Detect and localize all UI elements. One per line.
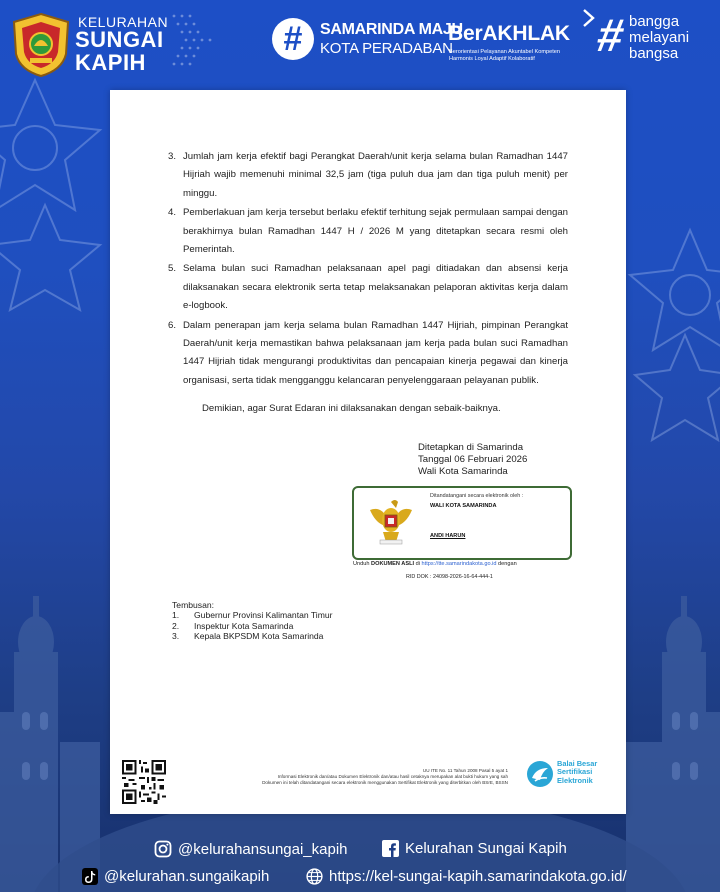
list-item-number: 5. xyxy=(168,263,177,275)
bangga-line-1: bangga xyxy=(629,13,680,30)
list-item-text: Selama bulan suci Ramadhan pelaksanaan apel pagi ditiadakan dan absensi kerja dilaksanakan secara elektronik serta tetap melaksanakan pelaporan aktivitas kerja dalam e-logbook. xyxy=(183,263,568,312)
bsre-line-1: Balai Besar xyxy=(557,759,598,768)
bangga-line-3: bangsa xyxy=(629,45,679,62)
list-item-text: Gubernur Provinsi Kalimantan Timur xyxy=(194,610,333,621)
ite-certificate-note: Dokumen ini telah ditandatangani secara elektronik menggunakan Sertifikat Elektronik yang diterbitkan oleh BSrE, BSSN xyxy=(262,780,508,785)
right-star-ornament-2 xyxy=(630,330,720,450)
tiktok-handle: @kelurahan.sungaikapih xyxy=(104,868,270,885)
verification-link[interactable]: https://tte.samarindakota.go.id xyxy=(421,561,497,567)
brand-name xyxy=(75,28,164,74)
list-item-text: Pemberlakuan jam kerja tersebut berlaku efektif terhitung sejak permulaan sampai dengan berakhirnya bulan Ramadhan 1447 H / 2026 M yang ditetapkan secara resmi oleh Pemerintah. xyxy=(183,207,568,256)
electronic-signature-box xyxy=(352,486,572,560)
signature-block xyxy=(418,442,527,478)
download-original-note xyxy=(353,561,517,567)
berakhlak-subtitle-1: Berorientasi Pelayanan Akuntabel Kompeten xyxy=(449,49,561,55)
list-item xyxy=(172,631,333,641)
list-item xyxy=(172,621,333,631)
globe-icon xyxy=(306,868,323,885)
facebook-icon xyxy=(382,840,399,857)
brand-line-2: KAPIH xyxy=(75,50,146,75)
brand-line-1: SUNGAI xyxy=(75,27,164,52)
esign-name: ANDI HARUN xyxy=(430,533,466,539)
list-item-text: Dalam penerapan jam kerja selama bulan Ramadhan 1447 Hijriah, pimpinan Perangkat Daerah/unit kerja memastikan bahwa pelaksanaan jam kerja pada bulan suci Ramadhan 1447 Hijriah tidak mengurangi produktivitas dan pencapaian kinerja pegawai dan kinerja organisasi, serta tidak mengganggu kelancaran penyelenggaraan pelayanan publik. xyxy=(183,319,568,386)
esign-role: WALI KOTA SAMARINDA xyxy=(430,503,497,509)
samarinda-hashtag-icon: # xyxy=(272,18,314,60)
berakhlak-logo-text: BerAKHLAK xyxy=(448,22,570,45)
unduh-bold: DOKUMEN ASLI xyxy=(371,561,415,567)
qr-code-icon xyxy=(122,760,166,804)
list-item-text: Inspektur Kota Samarinda xyxy=(194,620,294,631)
instagram-icon xyxy=(154,840,172,858)
social-footer xyxy=(0,818,720,892)
ite-legal-note: Informasi Elektronik dan/atau Dokumen Elektronik dan/atau hasil cetaknya merupakan alat bukti hukum yang sah xyxy=(277,774,508,779)
slogan-line-2: KOTA PERADABAN xyxy=(320,40,453,57)
list-item-text: Kepala BKPSDM Kota Samarinda xyxy=(194,631,324,642)
list-item xyxy=(168,260,568,315)
garuda-emblem-icon xyxy=(368,496,414,548)
list-item-number: 4. xyxy=(168,207,177,219)
provision-list xyxy=(168,148,568,391)
list-item xyxy=(168,148,568,203)
bsre-logo-icon xyxy=(526,760,554,788)
copy-recipients xyxy=(172,600,333,642)
facebook-page-name: Kelurahan Sungai Kapih xyxy=(405,840,567,857)
left-star-ornament-2 xyxy=(0,200,110,320)
bangga-hashtag-icon: # xyxy=(593,9,629,61)
facebook-link[interactable] xyxy=(382,840,567,857)
sign-role: Wali Kota Samarinda xyxy=(418,466,508,477)
tiktok-icon xyxy=(82,868,98,885)
slogan-line-1: SAMARINDA MAJU xyxy=(320,21,463,38)
esign-title: Ditandatangani secara elektronik oleh : xyxy=(430,493,524,499)
list-item-number: 2. xyxy=(172,620,180,631)
unduh-suffix: dengan xyxy=(498,561,517,567)
list-item-text: Jumlah jam kerja efektif bagi Perangkat Daerah/unit kerja selama bulan Ramadhan 1447 Hijriah wajib memenuhi minimal 32,5 jam (tiga puluh dua jam dan tiga puluh menit) per minggu. xyxy=(183,151,568,199)
instagram-handle: @kelurahansungai_kapih xyxy=(178,840,348,858)
ite-law-line: UU ITE No. 11 Tahun 2008 Pasal 5 ayat 1 xyxy=(422,768,508,773)
bsre-line-3: Elektronik xyxy=(557,775,593,785)
brand-kelurahan-label: KELURAHAN xyxy=(78,14,169,30)
dot-pattern-decoration xyxy=(168,10,216,80)
closing-statement: Demikian, agar Surat Edaran ini dilaksanakan dengan sebaik-baiknya. xyxy=(202,403,501,414)
instagram-link[interactable] xyxy=(154,840,348,858)
sign-date: Tanggal 06 Februari 2026 xyxy=(418,454,528,465)
list-item-number: 3. xyxy=(168,151,177,162)
unduh-di: di xyxy=(415,561,420,567)
list-item xyxy=(168,317,568,391)
list-item-number: 3. xyxy=(172,631,180,642)
berakhlak-subtitle-2: Harmonis Loyal Adaptif Kolaboratif xyxy=(449,56,535,62)
kelurahan-emblem-logo xyxy=(10,12,72,78)
bangga-line-2: melayani xyxy=(629,29,690,46)
list-item xyxy=(172,610,333,620)
unduh-prefix: Unduh xyxy=(353,561,370,567)
list-item-number: 6. xyxy=(168,319,177,331)
bsre-line-2: Sertifikasi xyxy=(557,767,593,777)
circular-letter-document xyxy=(110,90,626,814)
website-link[interactable] xyxy=(306,868,627,885)
list-item xyxy=(168,204,568,259)
checkmark-icon xyxy=(582,8,596,28)
tiktok-link[interactable] xyxy=(82,868,269,885)
document-rid: RID DOK : 24098-2026-16-64-444-1 xyxy=(406,574,493,580)
tembusan-title: Tembusan: xyxy=(172,600,215,610)
bsre-label xyxy=(557,760,597,785)
sign-place: Ditetapkan di Samarinda xyxy=(418,442,524,453)
website-url: https://kel-sungai-kapih.samarindakota.go.id/ xyxy=(329,868,627,885)
list-item-number: 1. xyxy=(172,610,180,621)
